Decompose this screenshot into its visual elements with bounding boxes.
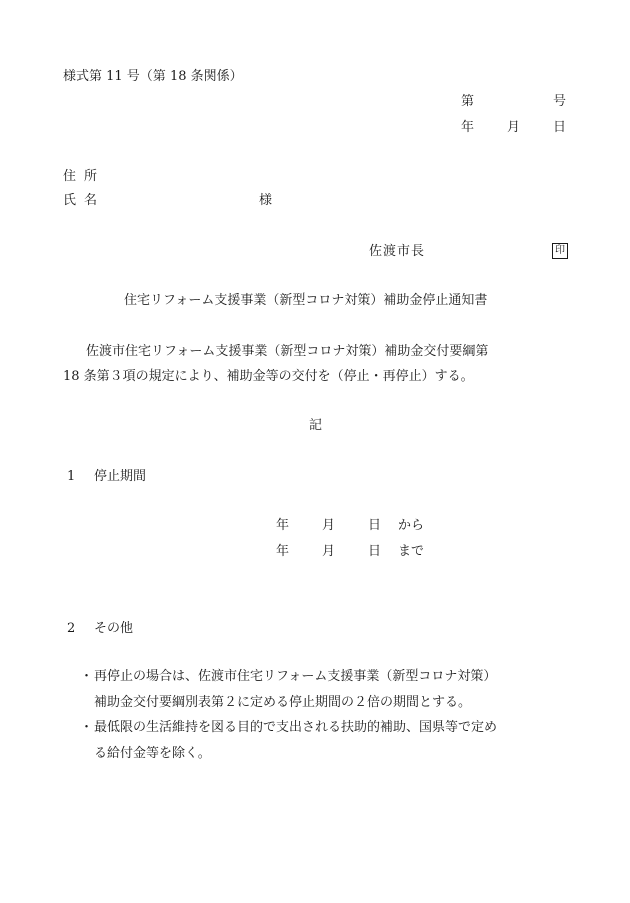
note-1-bullet: ・ (80, 669, 94, 684)
date-day-label: 日 (553, 120, 567, 135)
period-end-suffix: まで (398, 544, 425, 559)
section-1-label: 停止期間 (94, 469, 147, 484)
issuer-name: 佐渡市長 (369, 244, 426, 259)
seal-mark: 印 (552, 243, 568, 259)
period-start-suffix: から (398, 518, 425, 533)
document-title: 住宅リフォーム支援事業（新型コロナ対策）補助金停止通知書 (124, 293, 488, 308)
period-start-day: 日 (368, 518, 382, 533)
period-end-day: 日 (368, 544, 382, 559)
document-number-prefix: 第 (461, 94, 475, 109)
note-1-line-2: 補助金交付要綱別表第２に定める停止期間の２倍の期間とする。 (94, 695, 472, 710)
ki-marker: 記 (309, 418, 323, 433)
period-end-month: 月 (322, 544, 336, 559)
name-label: 氏名 (63, 193, 106, 208)
note-1-line-1: 再停止の場合は、佐渡市住宅リフォーム支援事業（新型コロナ対策） (94, 669, 497, 684)
section-2-label: その他 (94, 621, 134, 636)
note-2-bullet: ・ (80, 720, 94, 735)
honorific: 様 (259, 193, 273, 208)
address-label: 住所 (63, 169, 106, 184)
period-start-year: 年 (276, 518, 290, 533)
body-text-line-2: 18 条第３項の規定により、補助金等の交付を（停止・再停止）する。 (63, 369, 474, 384)
period-end-year: 年 (276, 544, 290, 559)
body-text-line-1: 佐渡市住宅リフォーム支援事業（新型コロナ対策）補助金交付要綱第 (86, 344, 489, 359)
date-year-label: 年 (461, 120, 475, 135)
form-label: 様式第 11 号（第 18 条関係） (63, 69, 243, 84)
note-2-line-1: 最低限の生活維持を図る目的で支出される扶助的補助、国県等で定め (94, 720, 498, 735)
section-1-number: 1 (67, 469, 76, 484)
document-number-suffix: 号 (553, 94, 567, 109)
date-month-label: 月 (507, 120, 521, 135)
note-2-line-2: る給付金等を除く。 (94, 746, 211, 761)
period-start-month: 月 (322, 518, 336, 533)
section-2-number: 2 (67, 621, 76, 636)
